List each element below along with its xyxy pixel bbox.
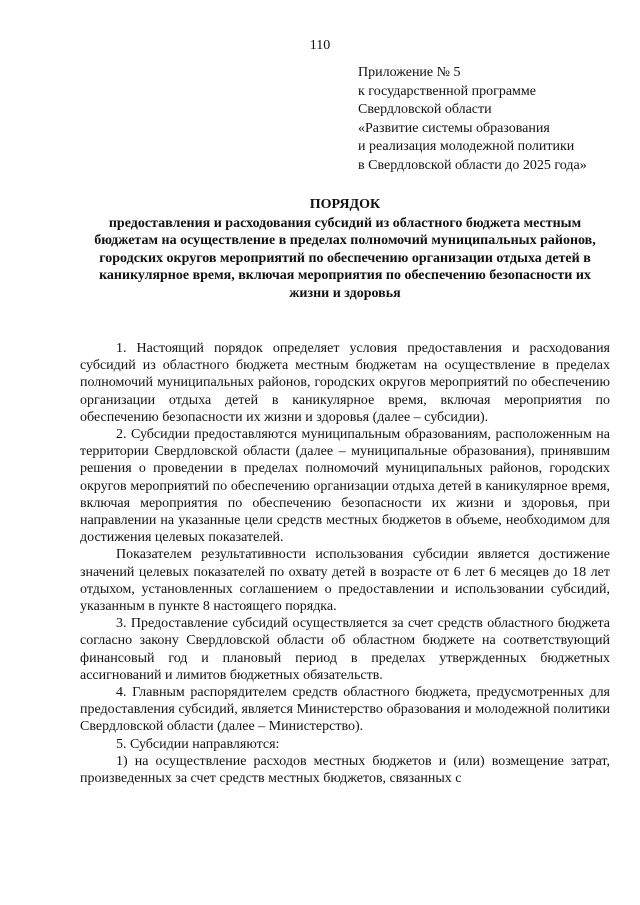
appendix-line: Свердловской области xyxy=(358,102,492,117)
paragraph: 4. Главным распорядителем средств областного бюджета, предусмотренных для предоставления субсидий, является Министерство образования и молодежной политики Свердловской области (далее – Министерство). xyxy=(80,685,610,735)
appendix-line: «Развитие системы образования xyxy=(358,120,550,136)
appendix-line: к государственной программе xyxy=(358,83,536,99)
paragraph: 3. Предоставление субсидий осуществляется за счет средств областного бюджета согласно закону Свердловской области об областном бюджете на соответствующий финансовый год и плановый период в пределах утвержденных бюджетных ассигнований и лимитов бюджетных обязательств. xyxy=(80,616,610,683)
paragraph: 1) на осуществление расходов местных бюджетов и (или) возмещение затрат, произведенных за счет средств местных бюджетов, связанных с xyxy=(80,753,610,787)
paragraph: 2. Субсидии предоставляются муниципальным образованиям, расположенным на территории Свердловской области (далее – муниципальные образования), принявшим решения о проведении в пределах полномочий муниципальных районов, городских округов мероприятий по обеспечению организации отдыха детей в каникулярное время, включая мероприятия по обеспечению безопасности их жизни и здоровья, при направлении на указанные цели средств местных бюджетов в объеме, необходимом для достижения целевых показателей. xyxy=(80,427,610,546)
appendix-header xyxy=(358,64,628,175)
document-body xyxy=(80,340,610,787)
page-number: 110 xyxy=(309,38,331,53)
appendix-line: в Свердловской области до 2025 года» xyxy=(358,157,587,173)
document-title xyxy=(80,196,610,302)
title-subtitle: предоставления и расходования субсидий из областного бюджета местным бюджетам на осуществление в пределах полномочий муниципальных районов, городских округов мероприятий по обеспечению организации отдыха детей в каникулярное время, включая мероприятия по обеспечению безопасности их жизни и здоровья xyxy=(94,215,596,301)
paragraph: 5. Субсидии направляются: xyxy=(116,736,280,752)
paragraph: Показателем результативности использования субсидии является достижение значений целевых показателей по охвату детей в возрасте от 6 лет 6 месяцев до 18 лет отдыхом, установленных соглашением о предоставлении и использовании субсидий, указанным в пункте 8 настоящего порядка. xyxy=(80,547,610,615)
appendix-line: Приложение № 5 xyxy=(358,65,461,80)
title-heading: ПОРЯДОК xyxy=(309,197,381,212)
appendix-line: и реализация молодежной политики xyxy=(358,139,575,154)
paragraph: 1. Настоящий порядок определяет условия предоставления и расходования субсидий из областного бюджета местным бюджетам на осуществление в пределах полномочий муниципальных районов, городских округов мероприятий по обеспечению организации отдыха детей в каникулярное время, включая мероприятия по обеспечению безопасности их жизни и здоровья (далее – субсидии). xyxy=(80,341,610,425)
